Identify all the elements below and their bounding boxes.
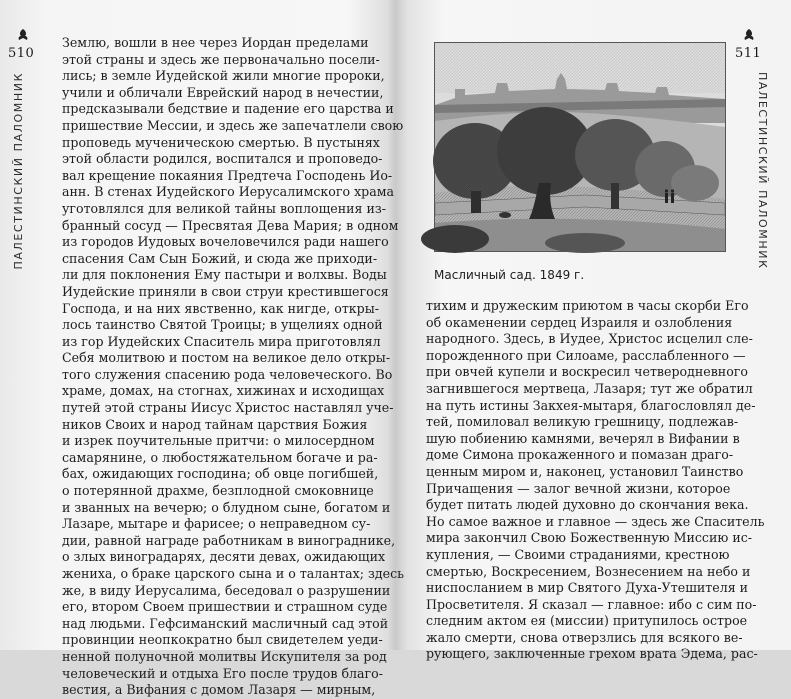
page-number-right: 511 bbox=[735, 46, 762, 61]
text-line: провинции неопкократно был свидетелем уеди- bbox=[62, 632, 383, 648]
text-line: жало смерти, снова отверзлись для всякого ве- bbox=[426, 629, 743, 645]
left-page-text bbox=[62, 35, 405, 699]
text-line: же, в виду Иерусалима, беседовал о разрушении bbox=[62, 582, 391, 598]
text-line: и изрек поучительные притчи: о милосердном bbox=[62, 433, 375, 449]
text-line: рующего, заключенные грехом врата Эдема, рас- bbox=[426, 646, 758, 662]
text-line: учили и обличали Еврейский народ в нечестии, bbox=[62, 84, 384, 100]
text-line: проповедь мученическою смертью. В пустынях bbox=[62, 134, 380, 150]
text-line: того служения спасению рода человеческого. Во bbox=[62, 366, 393, 382]
text-line: на путь истины Закхея-мытаря, благословлял де- bbox=[426, 397, 756, 413]
text-line: ниспосланием в мир Святого Духа-Утешителя и bbox=[426, 580, 749, 596]
engraving-illustration bbox=[435, 43, 725, 251]
text-line: доме Симона прокаженного и помазан драго- bbox=[426, 447, 734, 463]
text-line: путей этой страны Иисус Христос наставлял уче- bbox=[62, 400, 394, 416]
text-line: шую побиению камнями, вечерял в Вифании в bbox=[426, 430, 740, 446]
text-line: Лазаре, мытаре и фарисее; о неправедном су- bbox=[62, 516, 371, 532]
running-head-right: ПАЛЕСТИНСКИЙ ПАЛОМНИК bbox=[756, 72, 769, 270]
text-line: вал крещение покаяния Предтеча Господень Ио- bbox=[62, 167, 393, 183]
text-line: дии, равной награде работникам в винограднике, bbox=[62, 532, 396, 548]
text-line: лось таинство Святой Троицы; в ущелиях одной bbox=[62, 317, 383, 333]
right-page bbox=[398, 0, 791, 662]
text-line: предсказывали бедствие и падение его царства и bbox=[62, 101, 394, 117]
text-line: анн. В стенах Иудейского Иерусалимского храма bbox=[62, 184, 395, 200]
fleuron-icon bbox=[16, 28, 30, 42]
running-head-left: ПАЛЕСТИНСКИЙ ПАЛОМНИК bbox=[12, 72, 25, 270]
text-line: над людьми. Гефсиманский масличный сад этой bbox=[62, 615, 389, 631]
text-line: мира закончил Свою Божественную Миссию ис- bbox=[426, 530, 753, 546]
text-line: бах, ожидающих господина; об овце погибшей, bbox=[62, 466, 379, 482]
text-line: загнившегося мертвеца, Лазаря; тут же обратил bbox=[426, 380, 753, 396]
text-line: человеческий и отдыха Его после трудов благо- bbox=[62, 665, 383, 681]
text-line: и званных на вечерю; о блудном сыне, богатом и bbox=[62, 499, 391, 515]
text-line: будет питать людей духовно до скончания века. bbox=[426, 497, 749, 513]
text-line: ли для поклонения Ему пастыри и волхвы. Воды bbox=[62, 267, 387, 283]
text-line: следним актом ея (миссии) притупилось острое bbox=[426, 613, 748, 629]
garden-engraving bbox=[434, 42, 726, 252]
page-number-left: 510 bbox=[8, 46, 35, 61]
text-line: Себя молитвою и постом на великое дело откры- bbox=[62, 350, 391, 366]
text-line: спасения Сам Сын Божий, и сюда же приходи- bbox=[62, 250, 378, 266]
text-line: тихим и дружеским приютом в часы скорби Его bbox=[426, 298, 749, 313]
text-line: Землю, вошли в нее через Иордан пределами bbox=[62, 35, 369, 50]
text-line: купления, — Своими страданиями, крестною bbox=[426, 546, 730, 562]
text-line: из гор Иудейских Спаситель мира приготовлял bbox=[62, 333, 381, 349]
text-line: этой области родился, воспитался и проповедо- bbox=[62, 151, 383, 167]
text-line: самарянине, о любостяжательном богаче и ра- bbox=[62, 449, 378, 465]
text-line: храме, домах, на стогнах, хижинах и исходищах bbox=[62, 383, 385, 399]
text-line: смертью, Воскресением, Вознесением на небо и bbox=[426, 563, 751, 579]
text-line: вестия, а Вифания с домом Лазаря — мирным, bbox=[62, 682, 376, 698]
text-line: о злых виноградарях, десяти девах, ожидающих bbox=[62, 549, 386, 565]
text-line: при овчей купели и воскресил четверодневного bbox=[426, 364, 748, 380]
text-line: Господа, и на них явственно, как нигде, откры- bbox=[62, 300, 380, 316]
text-line: этой страны и здесь же первоначально посели- bbox=[62, 51, 380, 67]
text-line: Иудейские приняли в свои струи крестившегося bbox=[62, 283, 389, 299]
text-line: уготовлялся для великой тайны воплощения из- bbox=[62, 200, 387, 216]
text-line: тей, помиловал великую грешницу, подлежав- bbox=[426, 414, 739, 430]
illustration-caption: Масличный сад. 1849 г. bbox=[434, 268, 585, 282]
text-line: ненной полуночной молитвы Искупителя за род bbox=[62, 648, 387, 664]
text-line: об окаменении сердец Израиля и озлобления bbox=[426, 314, 733, 330]
text-line: бранный сосуд — Пресвятая Дева Мария; в одном bbox=[62, 217, 399, 233]
fleuron-icon bbox=[742, 28, 756, 42]
text-line: пришествие Мессии, и здесь же запечатлели свою bbox=[62, 117, 404, 133]
right-page-text bbox=[426, 298, 765, 663]
text-line: из городов Иудовых вочеловечился ради нашего bbox=[62, 234, 389, 250]
text-line: порожденного при Силоаме, расслабленного — bbox=[426, 347, 746, 363]
text-line: Но самое важное и главное — здесь же Спаситель bbox=[426, 513, 765, 529]
text-line: Просветителя. Я сказал — главное: ибо с сим по- bbox=[426, 596, 757, 612]
text-line: о потерянной драхме, безплодной смоковнице bbox=[62, 483, 374, 499]
text-line: его, втором Своем пришествии и страшном суде bbox=[62, 599, 388, 615]
text-line: жениха, о браке царского сына и о талантах; здесь bbox=[62, 566, 405, 581]
text-line: народного. Здесь, в Иудее, Христос исцелил сле- bbox=[426, 331, 753, 347]
text-line: ников Своих и народ тайнам царствия Божия bbox=[62, 416, 368, 432]
text-line: лись; в земле Иудейской жили многие пророки, bbox=[62, 68, 385, 84]
text-line: ценным миром и, наконец, установил Таинство bbox=[426, 463, 744, 479]
text-line: Причащения — залог вечной жизни, которое bbox=[426, 480, 731, 496]
